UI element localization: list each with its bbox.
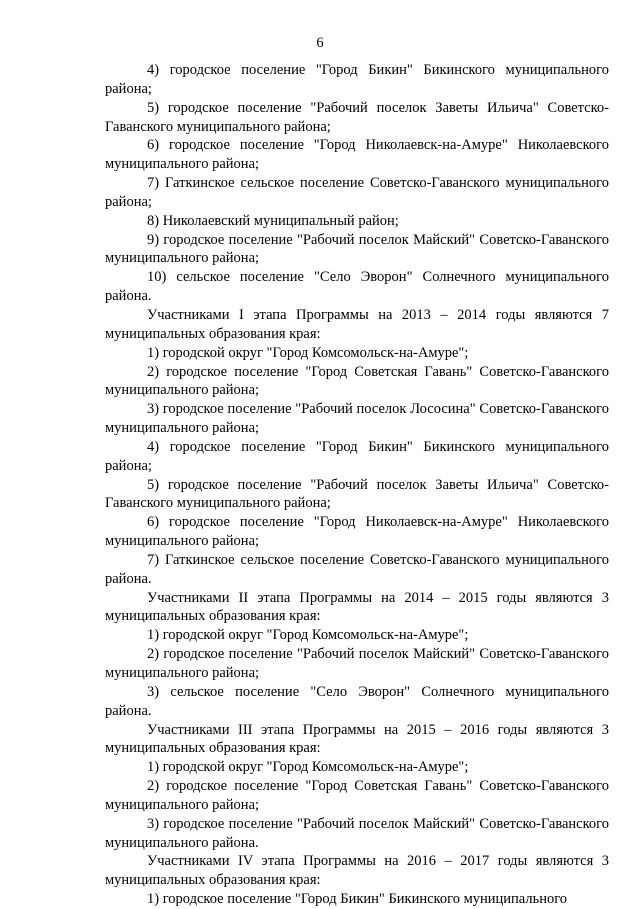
- stage-3-intro: Участниками III этапа Программы на 2015 – 2016 годы являются 3 муниципальных образования края:: [105, 721, 609, 757]
- paragraph-15: 7) Гаткинское сельское поселение Советско-Гаванского муниципального района.: [105, 551, 609, 587]
- document-body: [105, 61, 609, 909]
- paragraph-17: 1) городской округ "Город Комсомольск-на-Амуре";: [147, 627, 469, 644]
- paragraph-13: 5) городское поселение "Рабочий поселок Заветы Ильича" Советско-Гаванского муниципального района;: [105, 476, 609, 512]
- stage-1-intro: Участниками I этапа Программы на 2013 – 2014 годы являются 7 муниципальных образования края:: [105, 306, 609, 342]
- paragraph-23: 3) городское поселение "Рабочий поселок Майский" Советско-Гаванского муниципального района.: [105, 815, 609, 851]
- page-number: 6: [316, 35, 324, 51]
- paragraph-18: 2) городское поселение "Рабочий поселок Майский" Советско-Гаванского муниципального района;: [105, 646, 609, 681]
- paragraph-10: 2) городское поселение "Город Советская Гавань" Советско-Гаванского муниципального района;: [105, 363, 609, 399]
- paragraph-3: 6) городское поселение "Город Николаевск-на-Амуре" Николаевского муниципального района;: [105, 137, 609, 173]
- paragraph-21: 1) городской округ "Город Комсомольск-на-Амуре";: [147, 759, 469, 776]
- paragraph-11: 3) городское поселение "Рабочий поселок Лососина" Советско-Гаванского муниципального района;: [105, 401, 609, 437]
- paragraph-1: 4) городское поселение "Город Бикин" Бикинского муниципального района;: [105, 62, 609, 97]
- paragraph-2: 5) городское поселение "Рабочий поселок Заветы Ильича" Советско-Гаванского муниципального района;: [105, 99, 609, 135]
- paragraph-5: 8) Николаевский муниципальный район;: [147, 212, 399, 229]
- paragraph-19: 3) сельское поселение "Село Эворон" Солнечного муниципального района.: [105, 683, 609, 719]
- paragraph-14: 6) городское поселение "Город Николаевск-на-Амуре" Николаевского муниципального района;: [105, 514, 609, 550]
- stage-2-intro: Участниками II этапа Программы на 2014 – 2015 годы являются 3 муниципальных образования края:: [105, 589, 609, 625]
- paragraph-9: 1) городской округ "Город Комсомольск-на-Амуре";: [147, 344, 469, 361]
- paragraph-7: 10) сельское поселение "Село Эворон" Солнечного муниципального района.: [105, 269, 609, 305]
- paragraph-6: 9) городское поселение "Рабочий поселок Майский" Советско-Гаванского муниципального района;: [105, 231, 609, 267]
- paragraph-25: 1) городское поселение "Город Бикин" Бикинского муниципального: [147, 891, 568, 908]
- paragraph-22: 2) городское поселение "Город Советская Гавань" Советско-Гаванского муниципального района;: [105, 778, 609, 813]
- stage-4-intro: Участниками IV этапа Программы на 2016 – 2017 годы являются 3 муниципальных образования края:: [105, 853, 609, 889]
- paragraph-4: 7) Гаткинское сельское поселение Советско-Гаванского муниципального района;: [105, 175, 609, 210]
- paragraph-12: 4) городское поселение "Город Бикин" Бикинского муниципального района;: [105, 438, 609, 474]
